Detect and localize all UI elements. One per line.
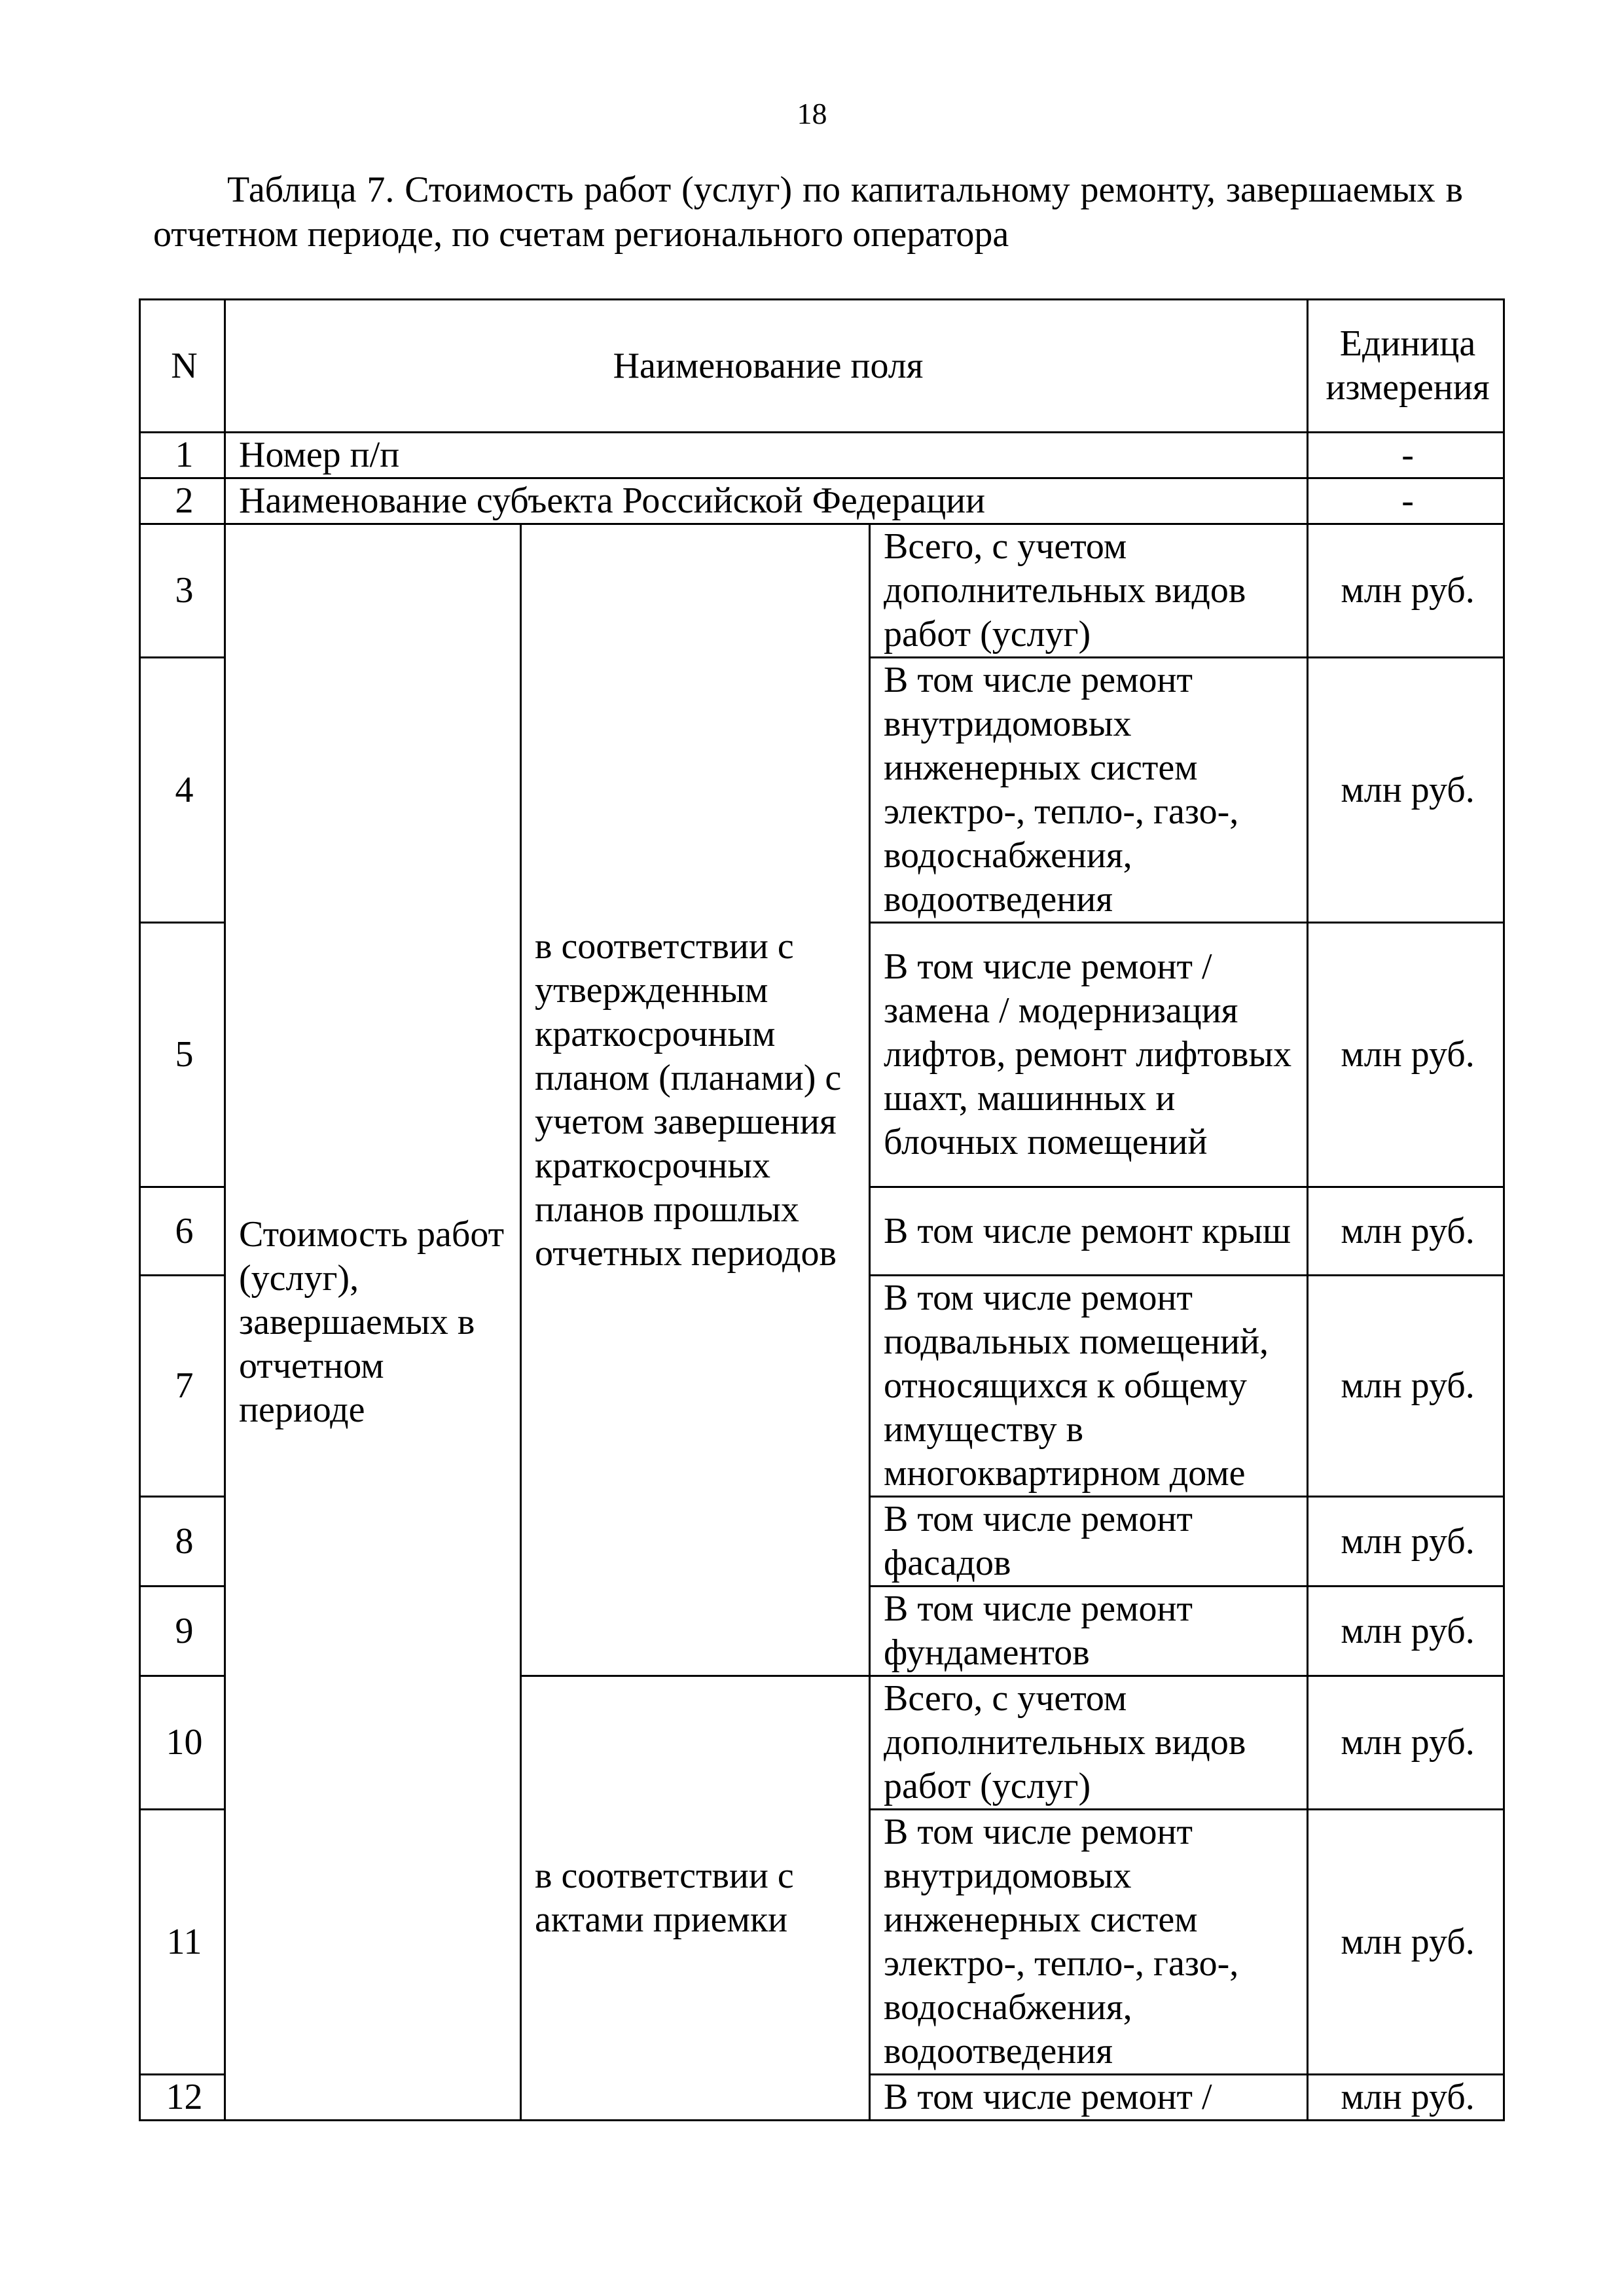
unit: млн руб. — [1308, 1497, 1504, 1587]
cost-table — [139, 298, 1505, 2121]
row-description: Всего, с учетом дополнительных видов работ (услуг) — [870, 524, 1308, 658]
row-number: 1 — [140, 433, 225, 478]
row-description: В том числе ремонт внутридомовых инженерных систем электро-, тепло-, газо-, водоснабжения, водоотведения — [870, 1810, 1308, 2075]
row-number: 4 — [140, 658, 225, 923]
row-number: 11 — [140, 1810, 225, 2075]
row-description: В том числе ремонт фундаментов — [870, 1587, 1308, 1676]
row-number: 12 — [140, 2075, 225, 2121]
page-number: 18 — [797, 97, 827, 130]
unit: млн руб. — [1308, 1587, 1504, 1676]
unit: млн руб. — [1308, 1676, 1504, 1810]
row-description: В том числе ремонт / замена / модернизация лифтов, ремонт лифтовых шахт, машинных и блочных помещений — [870, 923, 1308, 1187]
row-number: 9 — [140, 1587, 225, 1676]
unit: млн руб. — [1308, 1810, 1504, 2075]
table-caption: Таблица 7. Стоимость работ (услуг) по капитальному ремонту, завершаемых в отчетном периоде, по счетам регионального оператора — [153, 170, 1463, 255]
table-row — [140, 433, 1504, 478]
table-row — [140, 524, 1504, 658]
row-number: 3 — [140, 524, 225, 658]
row-description: В том числе ремонт внутридомовых инженерных систем электро-, тепло-, газо-, водоснабжения, водоотведения — [870, 658, 1308, 923]
row-number: 2 — [140, 478, 225, 524]
unit: млн руб. — [1308, 1187, 1504, 1276]
row-description: В том числе ремонт крыш — [870, 1187, 1308, 1276]
unit: млн руб. — [1308, 2075, 1504, 2121]
row-number: 6 — [140, 1187, 225, 1276]
unit: млн руб. — [1308, 658, 1504, 923]
unit: - — [1308, 478, 1504, 524]
row-number: 5 — [140, 923, 225, 1187]
field-name: Наименование субъекта Российской Федерации — [225, 478, 1308, 524]
unit: млн руб. — [1308, 524, 1504, 658]
table-header-row — [140, 300, 1504, 433]
group-label: Стоимость работ (услуг), завершаемых в отчетном периоде — [225, 524, 521, 2121]
subgroup-plan: в соответствии с утвержденным краткосрочным планом (планами) с учетом завершения краткосрочных планов прошлых отчетных периодов — [521, 524, 870, 1676]
table-row — [140, 478, 1504, 524]
row-description: Всего, с учетом дополнительных видов работ (услуг) — [870, 1676, 1308, 1810]
unit: млн руб. — [1308, 923, 1504, 1187]
row-number: 7 — [140, 1276, 225, 1497]
unit: - — [1308, 433, 1504, 478]
header-field-name: Наименование поля — [225, 300, 1308, 433]
row-description: В том числе ремонт подвальных помещений, относящихся к общему имуществу в многоквартирном доме — [870, 1276, 1308, 1497]
header-n: N — [140, 300, 225, 433]
row-description: В том числе ремонт фасадов — [870, 1497, 1308, 1587]
unit: млн руб. — [1308, 1276, 1504, 1497]
row-description: В том числе ремонт / — [870, 2075, 1308, 2121]
field-name: Номер п/п — [225, 433, 1308, 478]
header-unit: Единица измерения — [1308, 300, 1504, 433]
row-number: 10 — [140, 1676, 225, 1810]
subgroup-acts: в соответствии с актами приемки — [521, 1676, 870, 2121]
row-number: 8 — [140, 1497, 225, 1587]
